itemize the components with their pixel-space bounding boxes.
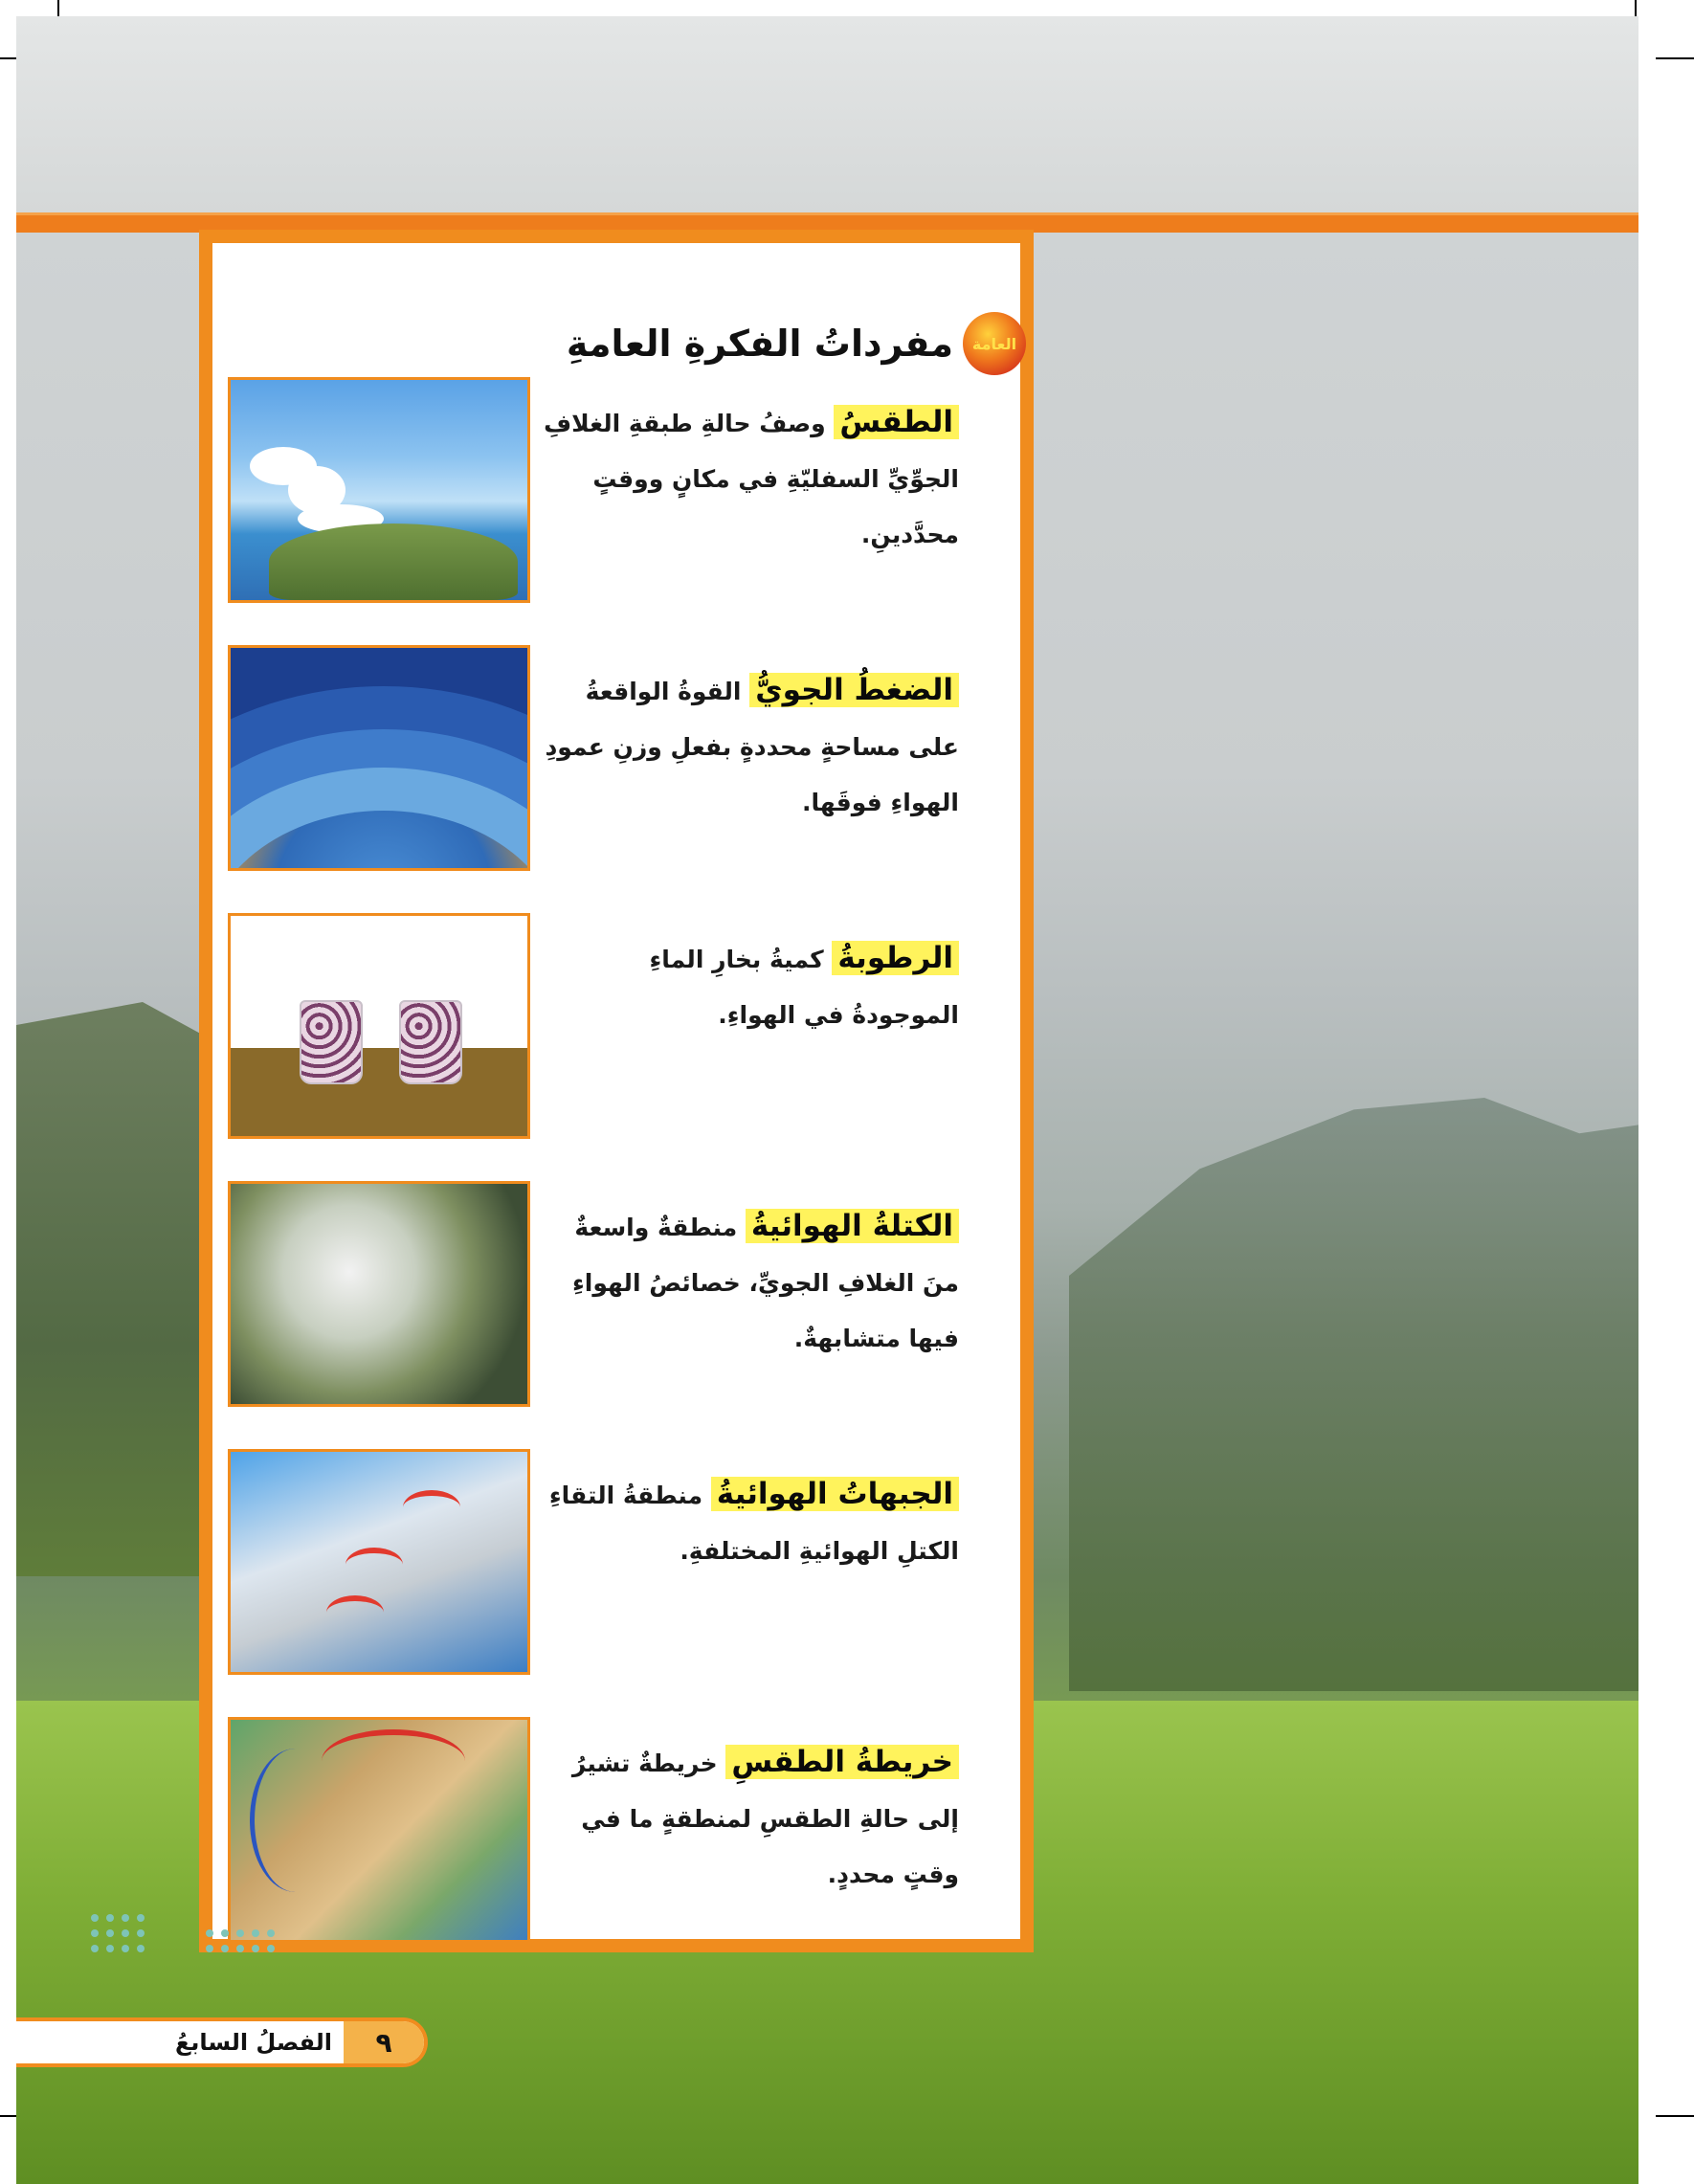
vocab-term: الطقسُ [834,405,959,439]
cold-front-line [250,1749,341,1892]
weather-landscape-icon [228,377,530,603]
vocab-definition-block [538,662,959,831]
beakers-humidity-icon [228,913,530,1139]
vocab-definition: منطقةُ التقاءِ الكتلِ الهوائيةِ المختلفةِ. [548,1482,959,1565]
island-shape [269,524,518,600]
card-header [528,310,1026,377]
vocab-definition-block [538,1734,959,1903]
logo-dots-icon [91,1905,301,1972]
vocabulary-card [199,230,1034,1952]
red-arrow-icon [403,1490,460,1525]
vocab-term: الجبهاتُ الهوائيةُ [711,1477,959,1511]
mountain-left [16,1002,227,1576]
vocab-definition: خريطةٌ تشيرُ إلى حالةِ الطقسِ لمنطقةٍ ما في وقتٍ محددٍ. [571,1749,959,1888]
vocab-entry-humidity [212,913,1020,1143]
warm-front-line [322,1729,465,1793]
vocab-term: الضغطُ الجويُّ [749,673,959,707]
mountain-right [1069,1098,1638,1691]
chapter-label: الفصلُ السابعُ [174,2029,332,2056]
vocab-definition-block [538,394,959,563]
vocab-definition: وصفُ حالةِ طبقةِ الغلافِ الجوِّيِّ السفليّةِ في مكانٍ ووقتٍ محدَّدينِ. [544,410,959,548]
footer-bar [16,2017,428,2067]
vocab-entry-air-fronts [212,1449,1020,1679]
red-arrow-icon [345,1548,403,1582]
crop-mark [1656,57,1694,59]
vocab-entry-air-pressure [212,645,1020,875]
page-title: مفرداتُ الفكرةِ العامةِ [566,323,953,365]
satellite-clouds-icon [228,1181,530,1407]
vocab-definition-block [538,1198,959,1367]
vocab-term: خريطةُ الطقسِ [725,1745,959,1779]
vocab-entry-weather-map [212,1717,1020,1947]
vocab-definition: منطقةٌ واسعةٌ منَ الغلافِ الجويِّ، خصائصُ الهواءِ فيها متشابهةٌ. [572,1214,959,1352]
vocab-definition-block [538,930,959,1043]
vocab-term: الكتلةُ الهوائيةُ [746,1209,959,1243]
vocab-definition: القوةُ الواقعةُ على مساحةٍ محددةٍ بفعلِ وزنِ عمودِ الهواءِ فوقَها. [545,678,959,816]
crop-mark [1656,2115,1694,2117]
air-fronts-diagram-icon [228,1449,530,1675]
vocab-definition: كميةُ بخارِ الماءِ الموجودةُ في الهواءِ. [649,946,959,1029]
earth-atmosphere-icon [228,645,530,871]
vocab-term: الرطوبةُ [832,941,959,975]
badge-label: العامة [971,334,1017,353]
red-arrow-icon [326,1595,384,1630]
vocab-entry-air-mass [212,1181,1020,1411]
ground-surface [231,1048,527,1136]
sky-area [16,16,1638,212]
vocab-entry-weather [212,377,1020,607]
page-number: ٩ [344,2021,424,2063]
beaker-shape [300,1000,363,1084]
beaker-shape [399,1000,462,1084]
vocab-definition-block [538,1466,959,1579]
main-idea-badge-icon [963,312,1026,375]
